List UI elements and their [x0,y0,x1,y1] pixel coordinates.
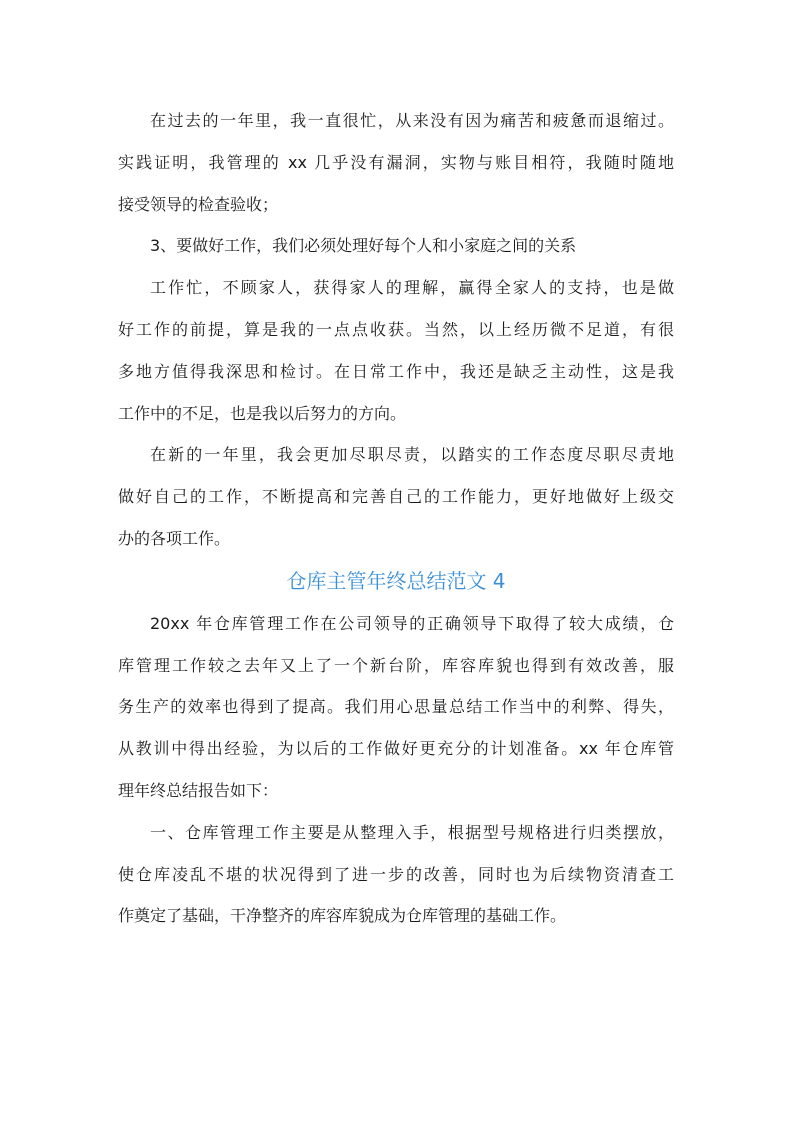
document-body [118,100,674,937]
text-line: 在新的一年里，我会更加尽职尽责，以踏实的工作态度尽职尽责地 [150,445,674,465]
text-line: 理年终总结报告如下： [118,780,279,800]
paragraph [118,434,674,559]
paragraph [118,100,674,225]
text-line: 工作中的不足，也是我以后努力的方向。 [118,403,407,423]
text-line: 实践证明，我管理的 xx 几乎没有漏洞，实物与账目相符，我随时随地 [118,152,674,172]
text-line: 20xx 年仓库管理工作在公司领导的正确领导下取得了较大成绩，仓 [150,613,674,633]
text-line: 使仓库凌乱不堪的状况得到了进一步的改善，同时也为后续物资清查工 [118,864,674,884]
paragraph [118,267,674,434]
text-line: 办的各项工作。 [118,528,231,548]
text-line: 好工作的前提，算是我的一点点收获。当然，以上经历微不足道，有很 [118,319,674,339]
text-line: 作奠定了基础，干净整齐的库容库貌成为仓库管理的基础工作。 [118,906,567,926]
paragraph [118,603,674,812]
section-heading: 仓库主管年终总结范文 4 [286,568,506,593]
text-line: 在过去的一年里，我一直很忙，从来没有因为痛苦和疲惫而退缩过。 [150,111,674,130]
text-line: 务生产的效率也得到了提高。我们用心思量总结工作当中的利弊、得失， [118,697,674,717]
text-line: 做好自己的工作，不断提高和完善自己的工作能力，更好地做好上级交 [118,487,674,507]
text-line: 一、仓库管理工作主要是从整理入手，根据型号规格进行归类摆放， [150,822,674,842]
text-line: 库管理工作较之去年又上了一个新台阶，库容库貌也得到有效改善，服 [118,655,674,675]
text-line: 工作忙，不顾家人，获得家人的理解，赢得全家人的支持，也是做 [150,278,674,298]
paragraph [118,225,674,267]
text-line: 多地方值得我深思和检讨。在日常工作中，我还是缺乏主动性，这是我 [118,361,674,381]
text-line: 3、要做好工作，我们必须处理好每个人和小家庭之间的关系 [150,236,577,256]
paragraph [118,812,674,937]
text-line: 接受领导的检查验收； [118,194,279,214]
text-line: 从教训中得出经验，为以后的工作做好更充分的计划准备。xx 年仓库管 [118,739,674,759]
